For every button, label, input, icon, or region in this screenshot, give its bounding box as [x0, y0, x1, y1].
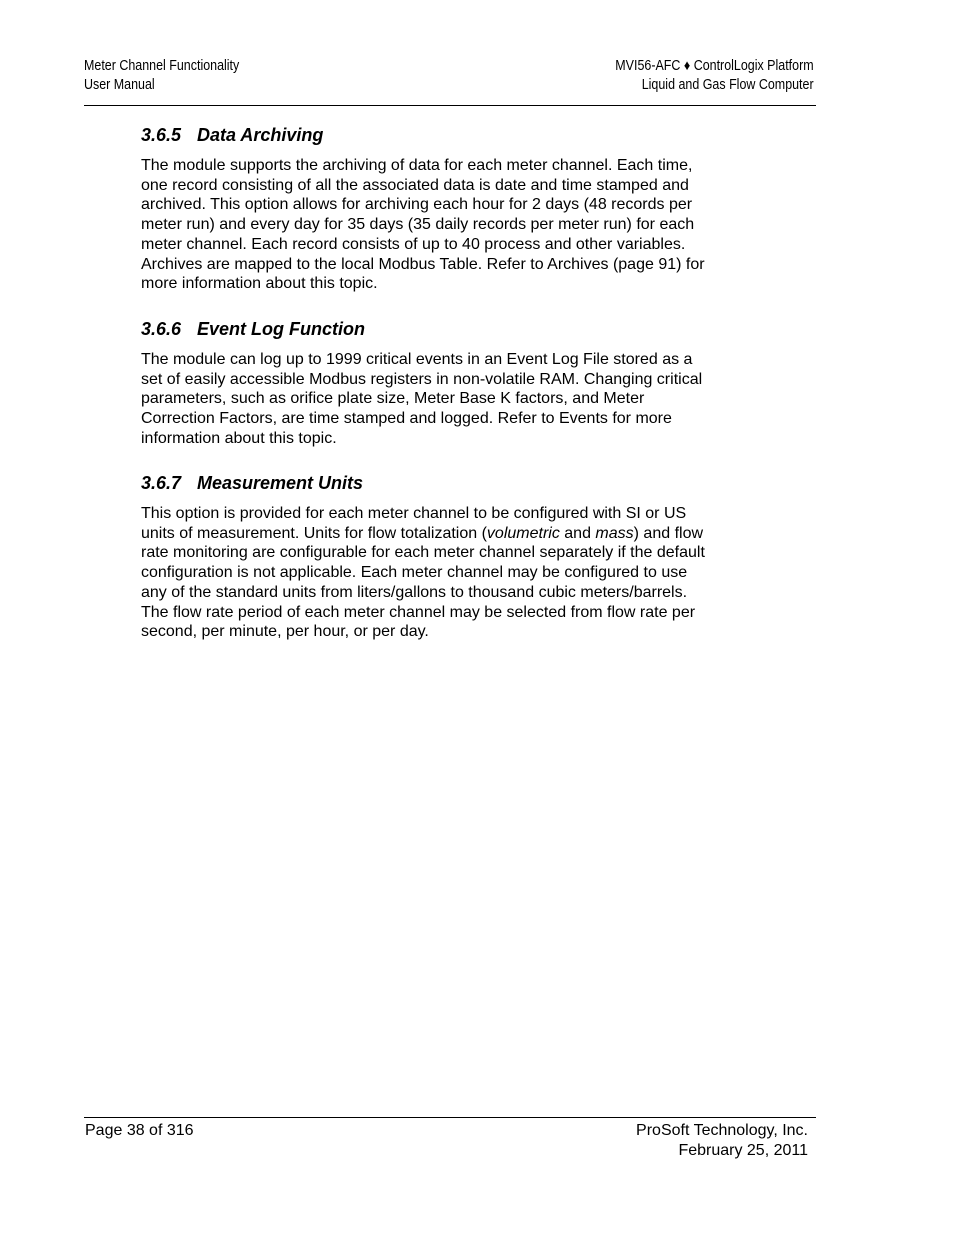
paragraph-line: meter channel. Each record consists of up to 40 process and other variables.	[141, 235, 686, 253]
header-left	[84, 57, 239, 95]
section-title: Measurement Units	[197, 473, 364, 493]
paragraph-line: The flow rate period of each meter channel may be selected from flow rate per	[141, 603, 696, 621]
footer-date: February 25, 2011	[678, 1142, 808, 1159]
paragraph-line: any of the standard units from liters/gallons to thousand cubic meters/barrels.	[141, 583, 688, 601]
paragraph-line: archived. This option allows for archiving each hour for 2 days (48 records per	[141, 196, 693, 214]
section-title: Data Archiving	[197, 125, 324, 145]
paragraph-line: one record consisting of all the associated data is date and time stamped and	[141, 176, 689, 194]
footer-left	[85, 1121, 194, 1141]
paragraph-line	[141, 524, 761, 544]
paragraph-event-log-function	[141, 350, 761, 449]
page-footer	[84, 1117, 816, 1159]
header-manual: User Manual	[84, 77, 155, 93]
paragraph-line: meter run) and every day for 35 days (35 daily records per meter run) for each	[141, 216, 695, 234]
page-number: Page 38 of 316	[85, 1122, 194, 1139]
section-heading-data-archiving	[141, 124, 323, 146]
paragraph-line: configuration is not applicable. Each meter channel may be configured to use	[141, 564, 688, 582]
paragraph-line: Correction Factors, are time stamped and logged. Refer to Events for more	[141, 410, 672, 428]
section-number: 3.6.5	[141, 125, 182, 145]
paragraph-line: The module can log up to 1999 critical events in an Event Log File stored as a	[141, 351, 693, 368]
text-run: units of measurement. Units for flow totalization (	[141, 524, 487, 542]
header-right	[616, 57, 814, 95]
italic-term-mass: mass	[595, 524, 634, 542]
paragraph-line: This option is provided for each meter channel to be configured with SI or US	[141, 505, 687, 522]
paragraph-data-archiving	[141, 156, 761, 294]
header-product: MVI56-AFC ♦ ControlLogix Platform	[615, 58, 814, 74]
paragraph-line: parameters, such as orifice plate size, Meter Base K factors, and Meter	[141, 390, 645, 408]
text-run: ) and flow	[633, 524, 704, 542]
footer-right	[636, 1121, 808, 1161]
header-chapter: Meter Channel Functionality	[84, 58, 240, 74]
section-heading-measurement-units	[141, 472, 363, 494]
paragraph-line: rate monitoring are configurable for each meter channel separately if the default	[141, 544, 705, 562]
text-run: and	[559, 524, 596, 542]
section-heading-event-log-function	[141, 318, 365, 340]
section-title: Event Log Function	[197, 319, 365, 339]
paragraph-line: set of easily accessible Modbus registers in non-volatile RAM. Changing critical	[141, 370, 703, 388]
italic-term-volumetric: volumetric	[486, 524, 560, 542]
paragraph-line: information about this topic.	[141, 429, 337, 447]
paragraph-line: second, per minute, per hour, or per day.	[141, 623, 429, 641]
section-number: 3.6.6	[141, 319, 182, 339]
section-number: 3.6.7	[141, 473, 182, 493]
paragraph-measurement-units	[141, 504, 761, 642]
paragraph-line: Archives are mapped to the local Modbus Table. Refer to Archives (page 91) for	[141, 255, 705, 273]
page-header	[84, 57, 816, 106]
header-product-subtitle: Liquid and Gas Flow Computer	[642, 77, 814, 93]
paragraph-line: more information about this topic.	[141, 275, 378, 293]
footer-company: ProSoft Technology, Inc.	[636, 1122, 808, 1139]
paragraph-line: The module supports the archiving of data for each meter channel. Each time,	[141, 157, 693, 174]
